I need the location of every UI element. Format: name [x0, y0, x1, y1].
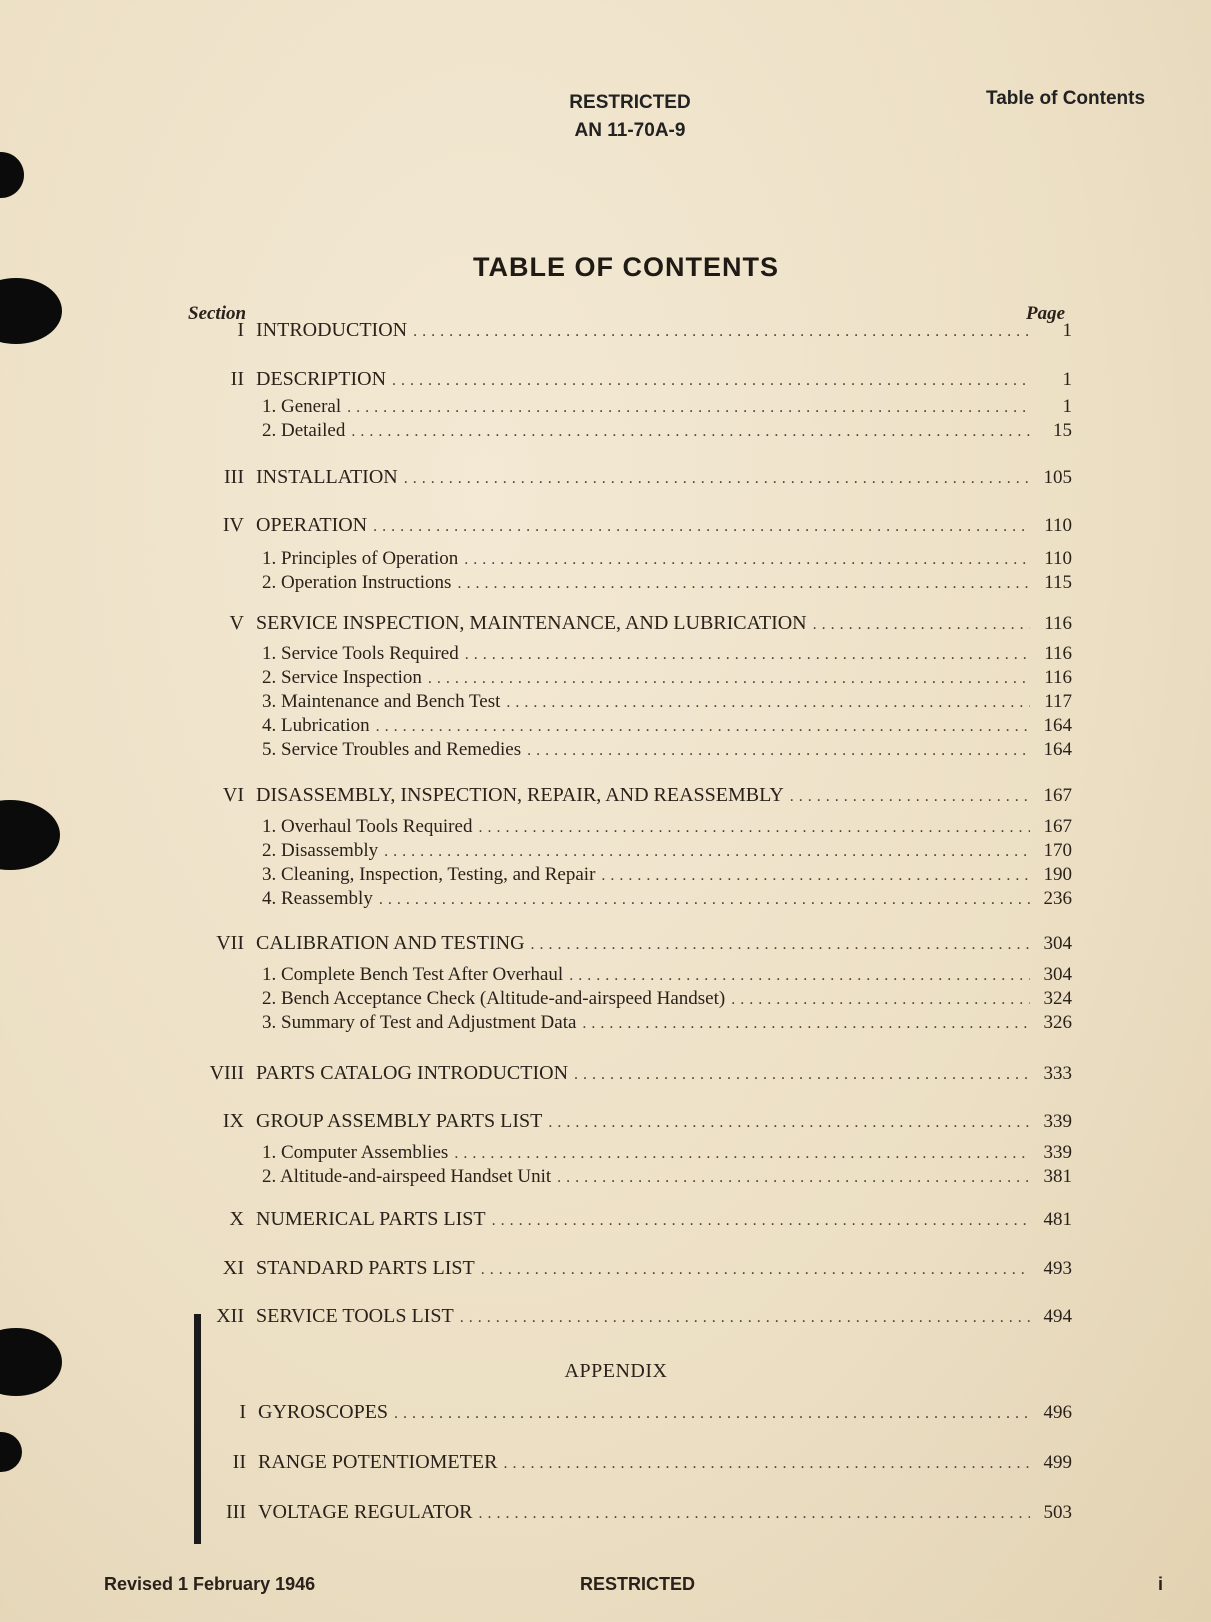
- page-number: 15: [1053, 420, 1072, 441]
- appendix-row: [188, 1399, 1072, 1425]
- toc-subsection-row: [262, 862, 1072, 888]
- toc-section-row: [186, 366, 1072, 392]
- toc-subsection-row: [262, 1164, 1072, 1190]
- subsection-title: 1. Overhaul Tools Required: [262, 816, 473, 837]
- section-number: I: [239, 1401, 246, 1423]
- section-title: NUMERICAL PARTS LIST: [256, 1208, 486, 1230]
- page-number: 164: [1043, 715, 1072, 736]
- page-number: 236: [1043, 888, 1072, 909]
- page-number: 116: [1044, 643, 1072, 664]
- section-number: XI: [222, 1257, 244, 1279]
- page-number: 1: [1062, 369, 1072, 390]
- dot-leader: [394, 1401, 1030, 1427]
- page-column-label: Page: [1026, 303, 1066, 324]
- page-number: 110: [1044, 548, 1072, 569]
- page-number: 324: [1043, 988, 1072, 1009]
- section-number: II: [230, 368, 244, 390]
- toc-section-row: [186, 1108, 1072, 1134]
- dot-leader: [479, 1501, 1030, 1527]
- page-number: 493: [1043, 1258, 1072, 1279]
- page-number: 164: [1043, 739, 1072, 760]
- section-title: VOLTAGE REGULATOR: [258, 1501, 473, 1523]
- page-number: 496: [1043, 1402, 1072, 1423]
- dot-leader: [503, 1451, 1030, 1477]
- toc-subsection-row: [262, 986, 1072, 1012]
- page-number: 1: [1062, 320, 1072, 341]
- dot-leader: [392, 368, 1030, 394]
- page-number: 1: [1062, 396, 1072, 417]
- subsection-title: 1. Computer Assemblies: [262, 1142, 449, 1163]
- page-number: 190: [1043, 864, 1072, 885]
- section-title: SERVICE TOOLS LIST: [256, 1305, 454, 1327]
- dot-leader: [404, 466, 1030, 492]
- dot-leader: [492, 1208, 1030, 1234]
- header-running-title: Table of Contents: [986, 88, 1146, 109]
- toc-section-row: [186, 464, 1072, 490]
- subsection-title: 3. Summary of Test and Adjustment Data: [262, 1012, 577, 1033]
- toc-subsection-row: [262, 962, 1072, 988]
- page-number: 503: [1043, 1502, 1072, 1523]
- footer-revision: Revised 1 February 1946: [104, 1574, 316, 1594]
- page-number: 115: [1044, 572, 1072, 593]
- subsection-title: 1. Complete Bench Test After Overhaul: [262, 964, 564, 985]
- page-number: 116: [1044, 613, 1072, 634]
- dot-leader: [413, 319, 1030, 345]
- appendix-row: [188, 1449, 1072, 1475]
- dot-leader: [790, 784, 1030, 810]
- binder-hole: [0, 800, 60, 870]
- toc-section-row: [186, 1255, 1072, 1281]
- page-number: 381: [1043, 1166, 1072, 1187]
- toc-subsection-row: [262, 713, 1072, 739]
- section-number: XII: [216, 1305, 244, 1327]
- header-classification: RESTRICTED: [569, 92, 691, 113]
- subsection-title: 2. Service Inspection: [262, 667, 422, 688]
- dot-leader: [582, 1011, 1030, 1037]
- subsection-title: 2. Altitude-and-airspeed Handset Unit: [262, 1166, 552, 1187]
- toc-subsection-row: [262, 546, 1072, 572]
- dot-leader: [481, 1257, 1030, 1283]
- section-number: X: [229, 1208, 244, 1230]
- subsection-title: 2. Operation Instructions: [262, 572, 452, 593]
- section-title: GROUP ASSEMBLY PARTS LIST: [256, 1110, 543, 1132]
- toc-section-row: [186, 512, 1072, 538]
- page-number: 304: [1043, 933, 1072, 954]
- footer-classification: RESTRICTED: [580, 1574, 696, 1594]
- section-title: INSTALLATION: [256, 466, 398, 488]
- section-title: SERVICE INSPECTION, MAINTENANCE, AND LUBRICATION: [256, 612, 807, 634]
- section-number: IX: [222, 1110, 244, 1132]
- subsection-title: 2. Bench Acceptance Check (Altitude-and-airspeed Handset): [262, 988, 726, 1009]
- page-number: 304: [1043, 964, 1072, 985]
- section-number: V: [229, 612, 244, 634]
- binder-hole: [0, 152, 24, 198]
- toc-subsection-row: [262, 689, 1072, 715]
- page-number: 170: [1043, 840, 1072, 861]
- section-number: III: [224, 466, 244, 488]
- toc-subsection-row: [262, 838, 1072, 864]
- page-number: 339: [1043, 1111, 1072, 1132]
- footer-page-number: i: [1158, 1574, 1164, 1594]
- dot-leader: [531, 932, 1030, 958]
- section-title: GYROSCOPES: [258, 1401, 389, 1423]
- subsection-title: 1. Principles of Operation: [262, 548, 459, 569]
- section-number: VI: [222, 784, 244, 806]
- subsection-title: 3. Cleaning, Inspection, Testing, and Repair: [262, 864, 596, 885]
- toc-subsection-row: [262, 570, 1072, 596]
- section-title: CALIBRATION AND TESTING: [256, 932, 525, 954]
- toc-section-row: [186, 610, 1072, 636]
- dot-leader: [379, 887, 1030, 913]
- header-doc-number: AN 11-70A-9: [574, 120, 686, 141]
- section-title: STANDARD PARTS LIST: [256, 1257, 475, 1279]
- toc-subsection-row: [262, 886, 1072, 912]
- subsection-title: 1. Service Tools Required: [262, 643, 459, 664]
- page-number: 481: [1043, 1209, 1072, 1230]
- page-number: 167: [1043, 816, 1072, 837]
- subsection-title: 4. Lubrication: [262, 715, 370, 736]
- page-title: TABLE OF CONTENTS: [473, 252, 779, 282]
- appendix-heading: APPENDIX: [564, 1360, 668, 1382]
- toc-section-row: [186, 1060, 1072, 1086]
- dot-leader: [557, 1165, 1030, 1191]
- section-number: VII: [216, 932, 244, 954]
- dot-leader: [457, 571, 1030, 597]
- page-number: 167: [1043, 785, 1072, 806]
- toc-section-row: [186, 317, 1072, 343]
- toc-subsection-row: [262, 737, 1072, 763]
- subsection-title: 4. Reassembly: [262, 888, 373, 909]
- page-number: 116: [1044, 667, 1072, 688]
- page-number: 499: [1043, 1452, 1072, 1473]
- binder-hole: [0, 278, 62, 344]
- section-title: OPERATION: [256, 514, 368, 536]
- toc-section-row: [186, 1303, 1072, 1329]
- section-title: RANGE POTENTIOMETER: [258, 1451, 498, 1473]
- toc-subsection-row: [262, 1140, 1072, 1166]
- dot-leader: [813, 612, 1030, 638]
- subsection-title: 5. Service Troubles and Remedies: [262, 739, 522, 760]
- page-number: 110: [1044, 515, 1072, 536]
- binder-hole: [0, 1432, 22, 1472]
- toc-subsection-row: [262, 665, 1072, 691]
- toc-section-row: [186, 1206, 1072, 1232]
- section-title: INTRODUCTION: [256, 319, 408, 341]
- section-number: I: [237, 319, 244, 341]
- dot-leader: [373, 514, 1030, 540]
- page-number: 494: [1043, 1306, 1072, 1327]
- page-number: 339: [1043, 1142, 1072, 1163]
- toc-subsection-row: [262, 1010, 1072, 1036]
- dot-leader: [548, 1110, 1030, 1136]
- section-number: II: [232, 1451, 246, 1473]
- toc-subsection-row: [262, 394, 1072, 420]
- dot-leader: [351, 419, 1030, 445]
- appendix-row: [188, 1499, 1072, 1525]
- toc-section-row: [186, 782, 1072, 808]
- dot-leader: [527, 738, 1030, 764]
- toc-subsection-row: [262, 814, 1072, 840]
- page-number: 326: [1043, 1012, 1072, 1033]
- subsection-title: 2. Disassembly: [262, 840, 379, 861]
- toc-section-row: [186, 930, 1072, 956]
- section-column-label: Section: [188, 303, 247, 324]
- section-number: VIII: [209, 1062, 244, 1084]
- page-number: 333: [1043, 1063, 1072, 1084]
- section-number: III: [226, 1501, 246, 1523]
- section-number: IV: [222, 514, 244, 536]
- dot-leader: [574, 1062, 1030, 1088]
- dot-leader: [460, 1305, 1030, 1331]
- subsection-title: 1. General: [262, 396, 342, 417]
- toc-subsection-row: [262, 641, 1072, 667]
- section-title: DISASSEMBLY, INSPECTION, REPAIR, AND REASSEMBLY: [256, 784, 784, 806]
- subsection-title: 2. Detailed: [262, 420, 346, 441]
- page-number: 117: [1044, 691, 1072, 712]
- page-number: 105: [1043, 467, 1072, 488]
- section-title: PARTS CATALOG INTRODUCTION: [256, 1062, 569, 1084]
- section-title: DESCRIPTION: [256, 368, 387, 390]
- toc-subsection-row: [262, 418, 1072, 444]
- subsection-title: 3. Maintenance and Bench Test: [262, 691, 501, 712]
